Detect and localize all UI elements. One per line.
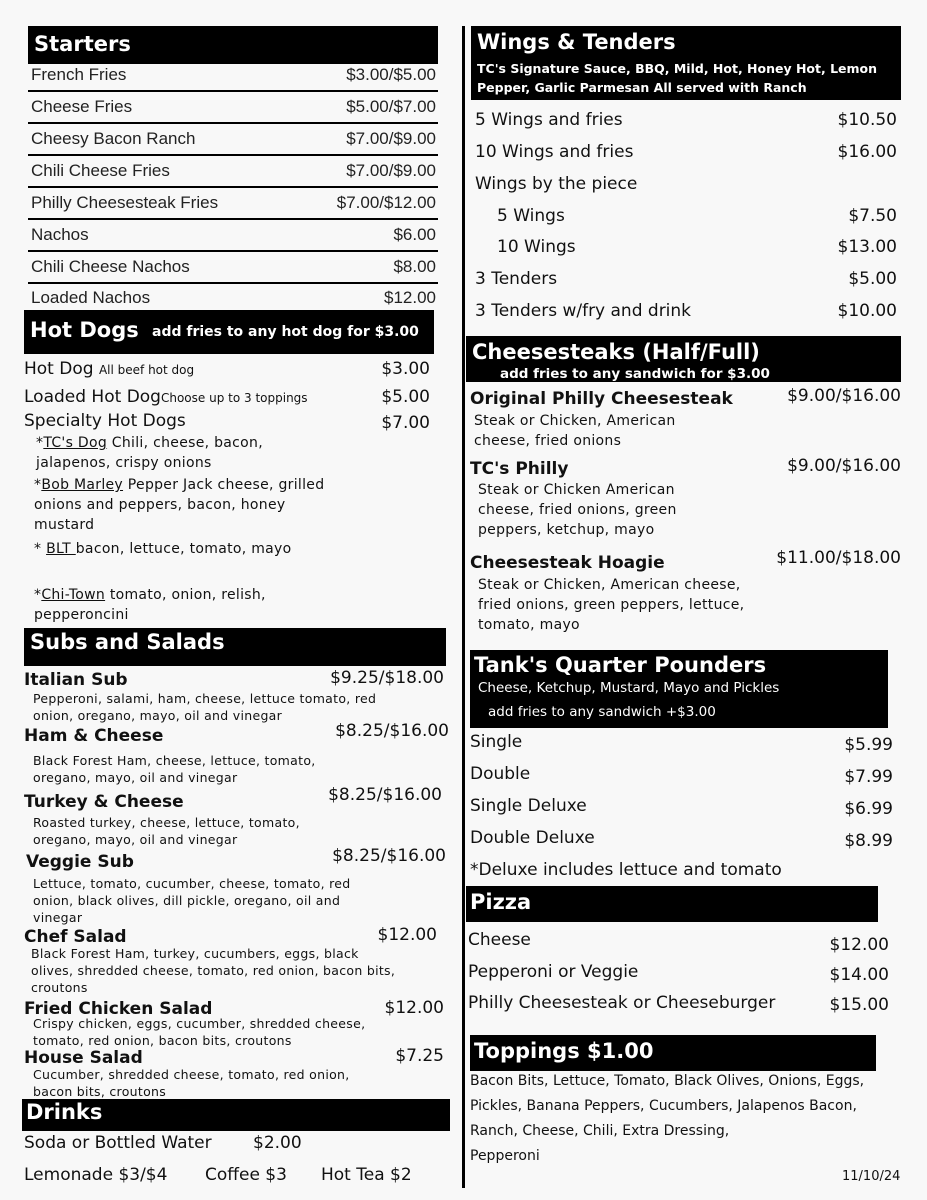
list-item: 5 Wings bbox=[497, 206, 565, 226]
starters-title: Starters bbox=[34, 32, 131, 56]
item-price: $2.00 bbox=[253, 1133, 302, 1153]
item-price: $6.99 bbox=[844, 799, 893, 819]
item-desc: Chili, cheese, bacon, jalapenos, crispy onions bbox=[36, 435, 263, 471]
list-item: 5 Wings and fries bbox=[475, 110, 623, 130]
item-desc: Lettuce, tomato, cucumber, cheese, tomato, red onion, black olives, dill pickle, oregano, oil and vinegar bbox=[33, 876, 351, 925]
list-item: Nachos bbox=[31, 225, 89, 244]
item-price: $9.00/$16.00 bbox=[787, 386, 901, 406]
wings-header bbox=[471, 26, 901, 100]
toppings-line: Pepperoni bbox=[470, 1148, 540, 1164]
list-item: Chili Cheese Nachos bbox=[31, 257, 190, 276]
item-name: Hot Dog bbox=[24, 359, 94, 379]
list-item: 3 Tenders bbox=[475, 269, 558, 289]
wings-subtitle-1: TC's Signature Sauce, BBQ, Mild, Hot, Honey Hot, Lemon bbox=[477, 61, 878, 76]
item-name: Veggie Sub bbox=[26, 852, 134, 872]
item-price: $8.25/$16.00 bbox=[335, 721, 449, 741]
list-item: 3 Tenders w/fry and drink bbox=[475, 301, 692, 321]
specialty-tcs-dog bbox=[36, 433, 326, 473]
item-price: $11.00/$18.00 bbox=[776, 548, 901, 568]
quarter-subtitle-1: Cheese, Ketchup, Mustard, Mayo and Pickles bbox=[478, 680, 780, 696]
item-price: $5.00 bbox=[381, 387, 430, 407]
list-item: Cheese Fries bbox=[31, 97, 133, 116]
list-item: Single Deluxe bbox=[470, 796, 587, 816]
item-price: $5.00/$7.00 bbox=[346, 97, 436, 116]
item-price: $8.25/$16.00 bbox=[332, 846, 446, 866]
row-divider bbox=[28, 154, 438, 156]
item-price: $9.25/$18.00 bbox=[330, 668, 444, 688]
wings-title: Wings & Tenders bbox=[477, 30, 676, 54]
list-item: Wings by the piece bbox=[475, 174, 638, 194]
row-divider bbox=[28, 282, 438, 284]
item-desc: Steak or Chicken, American cheese, fried onions, green peppers, lettuce, tomato, mayo bbox=[478, 577, 745, 633]
item-name: BLT bbox=[46, 541, 76, 557]
item-name: Fried Chicken Salad bbox=[24, 999, 213, 1019]
pizza-header bbox=[466, 886, 878, 922]
item-price: $7.00/$12.00 bbox=[336, 193, 436, 212]
list-item: Loaded Nachos bbox=[31, 288, 151, 307]
list-item: Pepperoni or Veggie bbox=[468, 962, 639, 982]
item-name: Loaded Hot Dog bbox=[24, 387, 161, 407]
hot-dogs-title: Hot Dogs bbox=[30, 318, 139, 342]
list-item: Chili Cheese Fries bbox=[31, 161, 170, 180]
toppings-line: Pickles, Banana Peppers, Cucumbers, Jalapenos Bacon, bbox=[470, 1098, 857, 1114]
asterisk: * bbox=[36, 435, 44, 451]
item-desc: Black Forest Ham, cheese, lettuce, tomato, oregano, mayo, oil and vinegar bbox=[33, 753, 316, 785]
toppings-title: Toppings $1.00 bbox=[474, 1039, 654, 1063]
menu-date: 11/10/24 bbox=[842, 1169, 901, 1184]
coffee-item: Coffee $3 bbox=[205, 1165, 287, 1185]
item-price: $9.00/$16.00 bbox=[787, 456, 901, 476]
item-desc: bacon, lettuce, tomato, mayo bbox=[75, 541, 292, 557]
item-price: $12.00 bbox=[377, 925, 437, 945]
item-desc: Crispy chicken, eggs, cucumber, shredded cheese, tomato, red onion, bacon bits, croutons bbox=[33, 1016, 366, 1048]
quarter-pounders-header bbox=[470, 650, 888, 728]
item-name: Original Philly Cheesesteak bbox=[470, 389, 733, 409]
item-price: $10.00 bbox=[837, 301, 897, 321]
item-name: Bob Marley bbox=[41, 477, 124, 493]
list-item bbox=[24, 359, 194, 379]
item-price: $7.50 bbox=[848, 206, 897, 226]
item-name: Ham & Cheese bbox=[24, 726, 164, 746]
specialty-bob-marley bbox=[34, 475, 330, 535]
item-price: $7.25 bbox=[395, 1046, 444, 1066]
cheesesteaks-title: Cheesesteaks (Half/Full) bbox=[472, 340, 760, 364]
item-note: Choose up to 3 toppings bbox=[160, 391, 308, 405]
quarter-subtitle-2: add fries to any sandwich +$3.00 bbox=[488, 704, 716, 720]
item-name: Cheesesteak Hoagie bbox=[470, 553, 665, 573]
list-item: French Fries bbox=[31, 65, 127, 84]
item-name: TC's Dog bbox=[43, 435, 108, 451]
item-desc: Steak or Chicken, American cheese, fried onions bbox=[474, 413, 676, 449]
drinks-title: Drinks bbox=[26, 1100, 103, 1124]
item-desc: tomato, onion, relish, pepperoncini bbox=[34, 587, 266, 623]
item-price: $16.00 bbox=[837, 142, 897, 162]
item-note: All beef hot dog bbox=[98, 363, 195, 377]
item-desc: Pepperoni, salami, ham, cheese, lettuce tomato, red onion, oregano, mayo, oil and vinegar bbox=[33, 691, 377, 723]
item-name: Turkey & Cheese bbox=[24, 792, 184, 812]
item-price: $7.00 bbox=[381, 413, 430, 433]
subs-header bbox=[24, 628, 446, 666]
item-price: $7.00/$9.00 bbox=[346, 161, 436, 180]
lemonade-item: Lemonade $3/$4 bbox=[24, 1165, 168, 1185]
row-divider bbox=[28, 218, 438, 220]
row-divider bbox=[28, 250, 438, 252]
list-item: Cheesy Bacon Ranch bbox=[31, 129, 196, 148]
item-name: Soda or Bottled Water bbox=[24, 1133, 212, 1153]
item-price: $7.00/$9.00 bbox=[346, 129, 436, 148]
asterisk: * bbox=[34, 477, 42, 493]
item-price: $12.00 bbox=[384, 288, 436, 307]
toppings-header bbox=[470, 1035, 876, 1071]
list-item: Double bbox=[470, 764, 531, 784]
cheesesteaks-header bbox=[466, 336, 901, 382]
row-divider bbox=[28, 122, 438, 124]
specialty-chi-town bbox=[34, 585, 324, 625]
item-price: $3.00/$5.00 bbox=[346, 65, 436, 84]
row-divider bbox=[28, 186, 438, 188]
list-item: Cheese bbox=[468, 930, 531, 950]
row-divider bbox=[28, 90, 438, 92]
item-desc: Black Forest Ham, turkey, cucumbers, eggs, black olives, shredded cheese, tomato, red onion, bacon bits, croutons bbox=[31, 946, 396, 995]
item-name: Specialty Hot Dogs bbox=[24, 411, 186, 431]
list-item: Philly Cheesesteak Fries bbox=[31, 193, 219, 212]
toppings-line: Ranch, Cheese, Chili, Extra Dressing, bbox=[470, 1123, 730, 1139]
item-price: $3.00 bbox=[381, 359, 430, 379]
list-item: Philly Cheesesteak or Cheeseburger bbox=[468, 993, 776, 1013]
item-price: $14.00 bbox=[829, 965, 889, 985]
hot-dogs-header bbox=[24, 310, 434, 354]
list-item: 10 Wings and fries bbox=[475, 142, 634, 162]
list-item: 10 Wings bbox=[497, 237, 576, 257]
asterisk: * bbox=[34, 541, 47, 557]
asterisk: * bbox=[34, 587, 42, 603]
item-price: $13.00 bbox=[837, 237, 897, 257]
item-price: $8.00 bbox=[393, 257, 436, 276]
wings-subtitle-2: Pepper, Garlic Parmesan All served with Ranch bbox=[477, 80, 807, 95]
item-price: $10.50 bbox=[837, 110, 897, 130]
hot-dogs-subtitle: add fries to any hot dog for $3.00 bbox=[152, 324, 419, 340]
item-price: $7.99 bbox=[844, 767, 893, 787]
item-price: $15.00 bbox=[829, 995, 889, 1015]
item-price: $5.99 bbox=[844, 735, 893, 755]
list-item bbox=[24, 387, 308, 407]
quarter-pounders-title: Tank's Quarter Pounders bbox=[474, 653, 767, 677]
item-desc: Pepper Jack cheese, grilled onions and peppers, bacon, honey mustard bbox=[34, 477, 325, 533]
item-desc: Cucumber, shredded cheese, tomato, red onion, bacon bits, croutons bbox=[33, 1067, 350, 1099]
item-name: TC's Philly bbox=[470, 459, 569, 479]
item-price: $6.00 bbox=[393, 225, 436, 244]
list-item: Double Deluxe bbox=[470, 828, 595, 848]
column-divider bbox=[462, 26, 465, 1188]
tea-item: Hot Tea $2 bbox=[321, 1165, 412, 1185]
item-name: Chef Salad bbox=[24, 927, 127, 947]
toppings-line: Bacon Bits, Lettuce, Tomato, Black Olives, Onions, Eggs, bbox=[470, 1073, 865, 1089]
item-desc: Steak or Chicken American cheese, fried onions, green peppers, ketchup, mayo bbox=[478, 482, 677, 538]
starters-header bbox=[28, 26, 438, 64]
pizza-title: Pizza bbox=[470, 890, 532, 914]
item-price: $5.00 bbox=[848, 269, 897, 289]
list-item: Single bbox=[470, 732, 523, 752]
subs-title: Subs and Salads bbox=[30, 630, 225, 654]
item-desc: Roasted turkey, cheese, lettuce, tomato, oregano, mayo, oil and vinegar bbox=[33, 815, 300, 847]
cheesesteaks-subtitle: add fries to any sandwich for $3.00 bbox=[500, 366, 770, 382]
drinks-header bbox=[22, 1099, 450, 1131]
item-name: Italian Sub bbox=[24, 670, 128, 690]
item-name: Chi-Town bbox=[41, 587, 106, 603]
specialty-blt bbox=[34, 539, 294, 559]
deluxe-note: *Deluxe includes lettuce and tomato bbox=[470, 860, 782, 880]
item-name: House Salad bbox=[24, 1048, 143, 1068]
item-price: $12.00 bbox=[384, 998, 444, 1018]
item-price: $12.00 bbox=[829, 935, 889, 955]
item-price: $8.99 bbox=[844, 831, 893, 851]
item-price: $8.25/$16.00 bbox=[328, 785, 442, 805]
